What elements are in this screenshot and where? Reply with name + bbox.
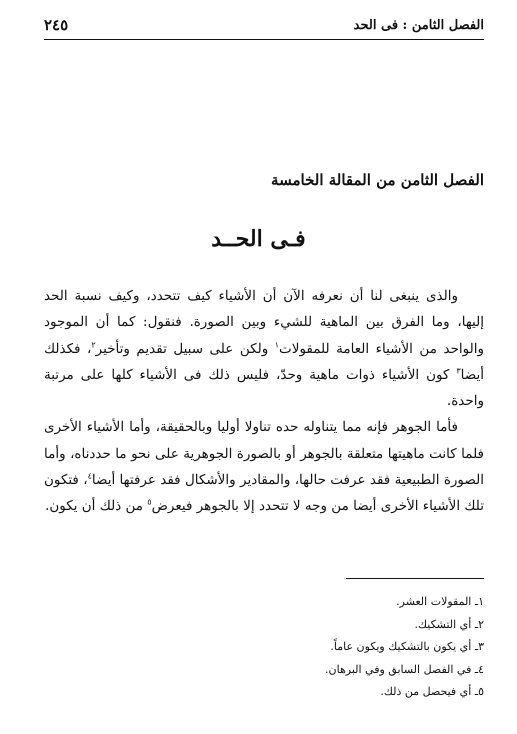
footnotes xyxy=(44,591,484,704)
footnote-ref-5: ٥ xyxy=(147,497,152,507)
footnote-1: ١ـ المقولات العشر. xyxy=(396,595,484,608)
footnote-4: ٤ـ في الفصل السابق وفي البرهان. xyxy=(325,662,484,676)
paragraph-2-text-1: فأما الجوهر فإنه مما يتناوله حده تناولا أوليا وبالحقيقة، وأما الأشياء الأخرى فلما كانت ماهيتها متعلقة بالجوهر أو بالصورة الجوهرية على نحو ما حددناه، وأما الصورة الطبيعية فقد عرفت حالها، والمقادير والأشكال فقد عرفتها أيضا xyxy=(44,419,484,489)
footnote-5: ٥ـ أي فيحصل من ذلك. xyxy=(380,685,484,699)
section-title: فـى الحــد xyxy=(211,226,306,252)
footnote-ref-4: ٤ xyxy=(87,471,92,481)
paragraph-1-text-3: ، فكذلك أيضا xyxy=(44,340,484,383)
paragraph-1-text-4: كون الأشياء ذوات ماهية وحدّ، فليس ذلك فى الأشياء كلها على مرتبة واحدة. xyxy=(44,366,484,410)
footnote-ref-1: ١ xyxy=(274,340,280,350)
header-rule xyxy=(44,39,484,40)
footnote-rule xyxy=(346,578,484,579)
chapter-heading: الفصل الثامن من المقالة الخامسة xyxy=(271,171,484,189)
body-text xyxy=(44,283,484,520)
running-title: الفصل الثامن : فى الحد xyxy=(353,18,484,33)
paragraph-1 xyxy=(44,283,484,414)
page-number: ٢٤٥ xyxy=(44,16,69,34)
footnote-2: ٢ـ أي التشكيك. xyxy=(414,617,484,631)
paragraph-1-text-1: والذى ينبغى لنا أن نعرفه الآن أن الأشياء كيف تتحدد، وكيف نسبة الحد إليها، وما الفرق بين الماهية للشيء وبين الصورة. فنقول: كما أن الموجود والواحد من الأشياء العامة للمقولات xyxy=(44,288,484,357)
running-header xyxy=(44,16,484,38)
footnote-3: ٣ـ أي يكون بالتشكيك ويكون عاماً. xyxy=(330,640,484,654)
paragraph-2-text-2: ، فتكون تلك الأشياء الأخرى أيضا من وجه لا تتحدد إلا بالجوهر فيعرض xyxy=(44,472,484,515)
paragraph-2 xyxy=(44,414,484,519)
paragraph-2-text-3: من ذلك أن يكون. xyxy=(45,498,148,515)
paragraph-1-text-2: ولكن على سبيل تقديم وتأخير xyxy=(95,340,275,357)
footnote-ref-3: ٣ xyxy=(456,366,461,376)
footnote-ref-2: ٢ xyxy=(91,340,96,350)
